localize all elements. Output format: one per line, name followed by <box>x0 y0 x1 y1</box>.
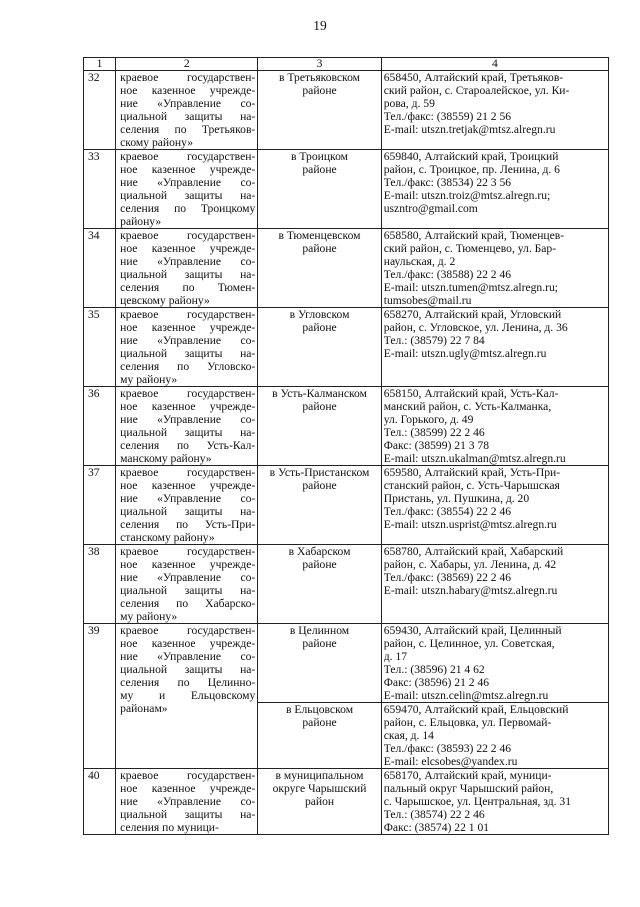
address-line: E-mail: utszn.usprist@mtsz.alregn.ru <box>383 518 557 531</box>
organization-line: циальной защиты на- <box>120 268 256 281</box>
address-line: наульская, д. 2 <box>383 255 456 268</box>
page-number: 19 <box>313 18 327 33</box>
organization-line: ние «Управление со- <box>120 571 256 584</box>
organization-line: ное казенное учрежде- <box>120 637 256 650</box>
organization-line: циальной защиты на- <box>120 110 256 123</box>
address-cell <box>381 624 608 703</box>
address-line: д. 17 <box>383 650 408 663</box>
address-cell <box>381 229 608 308</box>
table-row <box>84 387 609 466</box>
address-line: район, с. Целинное, ул. Советская, <box>383 637 555 650</box>
address-line: ул. Горького, д. 49 <box>383 413 474 426</box>
organization-line: скому району» <box>120 136 193 149</box>
organization-line: ное казенное учрежде- <box>120 242 256 255</box>
row-number: 34 <box>84 229 116 308</box>
address-cell <box>381 71 608 150</box>
address-cell <box>381 150 608 229</box>
district-cell <box>258 545 381 624</box>
table-row <box>84 229 609 308</box>
district-line: районе <box>302 479 337 492</box>
table-body <box>84 58 609 835</box>
organization-line: ние «Управление со- <box>120 650 256 663</box>
district-line: районе <box>302 242 337 255</box>
row-number: 39 <box>84 624 116 769</box>
column-header-1: 1 <box>84 58 116 71</box>
row-number: 40 <box>84 769 116 835</box>
table-row <box>84 308 609 387</box>
address-line: рова, д. 59 <box>383 97 435 110</box>
organization-line: селения по Тюмен- <box>120 281 256 294</box>
district-line: в муниципальном <box>275 769 364 782</box>
address-line: E-mail: utszn.celin@mtsz.alregn.ru <box>383 689 549 702</box>
organization-name <box>116 308 258 387</box>
address-line: Факс: (38574) 22 1 01 <box>383 821 490 834</box>
address-line: Пристань, ул. Пушкина, д. 20 <box>383 492 530 505</box>
district-cell <box>258 466 381 545</box>
organization-line: ние «Управление со- <box>120 97 256 110</box>
organization-line: ное казенное учрежде- <box>120 84 256 97</box>
address-line: E-mail: utszn.tumen@mtsz.alregn.ru; <box>383 281 558 294</box>
address-line: район, с. Ельцовка, ул. Первомай- <box>383 716 552 729</box>
address-line: Тел.: (38596) 21 4 62 <box>383 663 485 676</box>
address-line: E-mail: utszn.ugly@mtsz.alregn.ru <box>383 347 547 360</box>
table-row <box>84 150 609 229</box>
district-cell <box>258 308 381 387</box>
address-line: Тел./факс: (38534) 22 3 56 <box>383 176 512 189</box>
table-row <box>84 769 609 835</box>
table-row <box>84 466 609 545</box>
district-line: районе <box>302 637 337 650</box>
address-line: Тел.: (38579) 22 7 84 <box>383 334 485 347</box>
organization-name <box>116 466 258 545</box>
address-line: район, с. Троицкое, пр. Ленина, д. 6 <box>383 163 560 176</box>
address-line: E-mail: elcsobes@yandex.ru <box>383 755 518 768</box>
district-cell <box>258 624 381 703</box>
organization-line: ное казенное учрежде- <box>120 163 256 176</box>
address-line: uszntro@gmail.com <box>383 202 478 215</box>
organization-name <box>116 229 258 308</box>
district-line: в Усть-Пристанском <box>269 466 370 479</box>
organization-line: му и Ельцовскому <box>120 689 256 702</box>
address-line: E-mail: utszn.habary@mtsz.alregn.ru <box>383 584 558 597</box>
district-line: районе <box>302 163 337 176</box>
address-line: станский район, с. Усть-Чарышская <box>383 479 560 492</box>
organization-line: краевое государствен- <box>120 387 256 400</box>
address-line: Тел./факс: (38593) 22 2 46 <box>383 742 512 755</box>
address-line: 659430, Алтайский край, Целинный <box>383 624 562 637</box>
organization-line: му району» <box>120 610 178 623</box>
organization-line: ние «Управление со- <box>120 492 256 505</box>
organization-line: селения по Усть-Кал- <box>120 439 256 452</box>
organization-line: селения по Усть-При- <box>120 518 256 531</box>
organization-name <box>116 150 258 229</box>
row-number: 37 <box>84 466 116 545</box>
organization-line: ное казенное учрежде- <box>120 782 256 795</box>
address-line: Тел.: (38574) 22 2 46 <box>383 808 485 821</box>
address-line: ская, д. 14 <box>383 729 434 742</box>
district-line: районе <box>302 84 337 97</box>
address-cell <box>381 703 608 769</box>
address-line: Тел./факс: (38559) 21 2 56 <box>383 110 512 123</box>
organization-line: ние «Управление со- <box>120 176 256 189</box>
organization-line: циальной защиты на- <box>120 189 256 202</box>
address-line: E-mail: utszn.troiz@mtsz.alregn.ru; <box>383 189 551 202</box>
table-row <box>84 624 609 703</box>
address-line: E-mail: utszn.ukalman@mtsz.alregn.ru <box>383 452 566 465</box>
organization-line: краевое государствен- <box>120 308 256 321</box>
district-cell <box>258 387 381 466</box>
table-row <box>84 71 609 150</box>
district-line: в Ельцовском <box>286 703 354 716</box>
organization-line: ние «Управление со- <box>120 795 256 808</box>
address-line: 658780, Алтайский край, Хабарский <box>383 545 564 558</box>
district-cell <box>258 71 381 150</box>
address-line: tumsobes@mail.ru <box>383 294 472 307</box>
organization-name <box>116 387 258 466</box>
address-line: ский район, с. Староалейское, ул. Ки- <box>383 84 570 97</box>
row-number: 33 <box>84 150 116 229</box>
district-cell <box>258 703 381 769</box>
district-cell <box>258 769 381 835</box>
organization-line: манскому району» <box>120 452 212 465</box>
organization-line: селения по Троицкому <box>120 202 256 215</box>
organization-line: селения по Целинно- <box>120 676 256 689</box>
organization-line: краевое государствен- <box>120 150 256 163</box>
address-cell <box>381 466 608 545</box>
district-line: в Целинном <box>289 624 350 637</box>
address-line: 659840, Алтайский край, Троицкий <box>383 150 559 163</box>
organization-line: краевое государствен- <box>120 229 256 242</box>
district-line: районе <box>302 400 337 413</box>
organization-line: краевое государствен- <box>120 466 256 479</box>
row-number: 32 <box>84 71 116 150</box>
organization-line: ное казенное учрежде- <box>120 400 256 413</box>
organization-line: цевскому району» <box>120 294 210 307</box>
organization-line: району» <box>120 215 162 228</box>
district-line: в Угловском <box>289 308 350 321</box>
address-line: Факс: (38599) 21 3 78 <box>383 439 490 452</box>
district-line: в Тюменцевском <box>278 229 361 242</box>
address-line: 658170, Алтайский край, муници- <box>383 769 552 782</box>
organization-line: циальной защиты на- <box>120 347 256 360</box>
district-line: в Третьяковском <box>279 71 361 84</box>
address-line: район, с. Хабары, ул. Ленина, д. 42 <box>383 558 557 571</box>
organization-line: селения по муници- <box>120 821 219 834</box>
address-line: 659580, Алтайский край, Усть-При- <box>383 466 561 479</box>
organization-line: циальной защиты на- <box>120 426 256 439</box>
organization-line: циальной защиты на- <box>120 505 256 518</box>
address-line: Тел./факс: (38588) 22 2 46 <box>383 268 512 281</box>
organization-line: краевое государствен- <box>120 545 256 558</box>
organization-name <box>116 769 258 835</box>
address-line: с. Чарышское, ул. Центральная, зд. 31 <box>383 795 572 808</box>
address-line: 659470, Алтайский край, Ельцовский <box>383 703 569 716</box>
address-line: Факс: (38596) 21 2 46 <box>383 676 490 689</box>
organization-line: краевое государствен- <box>120 769 256 782</box>
district-line: районе <box>302 716 337 729</box>
column-header-4: 4 <box>381 58 608 71</box>
address-line: Тел./факс: (38569) 22 2 46 <box>383 571 512 584</box>
address-line: 658150, Алтайский край, Усть-Кал- <box>383 387 559 400</box>
organization-line: селения по Хабарско- <box>120 597 256 610</box>
district-cell <box>258 229 381 308</box>
district-line: районе <box>302 558 337 571</box>
agencies-table <box>83 57 609 835</box>
organization-line: станскому району» <box>120 531 215 544</box>
district-line: в Хабарском <box>288 545 351 558</box>
row-number: 35 <box>84 308 116 387</box>
organization-line: селения по Угловско- <box>120 360 256 373</box>
organization-name <box>116 545 258 624</box>
district-line: районе <box>302 321 337 334</box>
district-line: округе Чарышский <box>272 782 367 795</box>
address-cell <box>381 308 608 387</box>
table-header-row <box>84 58 609 71</box>
district-line: в Троицком <box>291 150 349 163</box>
address-line: 658270, Алтайский край, Угловский <box>383 308 562 321</box>
row-number: 38 <box>84 545 116 624</box>
organization-line: ное казенное учрежде- <box>120 479 256 492</box>
address-line: E-mail: utszn.tretjak@mtsz.alregn.ru <box>383 123 556 136</box>
organization-name <box>116 624 258 769</box>
organization-name <box>116 71 258 150</box>
address-cell <box>381 769 608 835</box>
column-header-2: 2 <box>116 58 258 71</box>
organization-line: му району» <box>120 373 178 386</box>
address-line: манский район, с. Усть-Калманка, <box>383 400 552 413</box>
address-line: Тел./факс: (38554) 22 2 46 <box>383 505 512 518</box>
address-line: 658450, Алтайский край, Третьяков- <box>383 71 564 84</box>
table-row <box>84 545 609 624</box>
column-header-3: 3 <box>258 58 381 71</box>
organization-line: циальной защиты на- <box>120 663 256 676</box>
organization-line: ние «Управление со- <box>120 334 256 347</box>
organization-line: селения по Третьяков- <box>120 123 256 136</box>
organization-line: циальной защиты на- <box>120 808 256 821</box>
address-cell <box>381 387 608 466</box>
row-number: 36 <box>84 387 116 466</box>
address-line: ский район, с. Тюменцево, ул. Бар- <box>383 242 557 255</box>
district-line: район <box>304 795 335 808</box>
address-line: район, с. Угловское, ул. Ленина, д. 36 <box>383 321 568 334</box>
district-line: в Усть-Калманском <box>272 387 367 400</box>
organization-line: ное казенное учрежде- <box>120 558 256 571</box>
address-line: пальный округ Чарышский район, <box>383 782 554 795</box>
organization-line: краевое государствен- <box>120 624 256 637</box>
organization-line: ние «Управление со- <box>120 413 256 426</box>
district-cell <box>258 150 381 229</box>
address-line: Тел.: (38599) 22 2 46 <box>383 426 485 439</box>
organization-line: районам» <box>120 702 168 715</box>
organization-line: ное казенное учрежде- <box>120 321 256 334</box>
address-line: 658580, Алтайский край, Тюменцев- <box>383 229 565 242</box>
organization-line: циальной защиты на- <box>120 584 256 597</box>
organization-line: ние «Управление со- <box>120 255 256 268</box>
address-cell <box>381 545 608 624</box>
organization-line: краевое государствен- <box>120 71 256 84</box>
